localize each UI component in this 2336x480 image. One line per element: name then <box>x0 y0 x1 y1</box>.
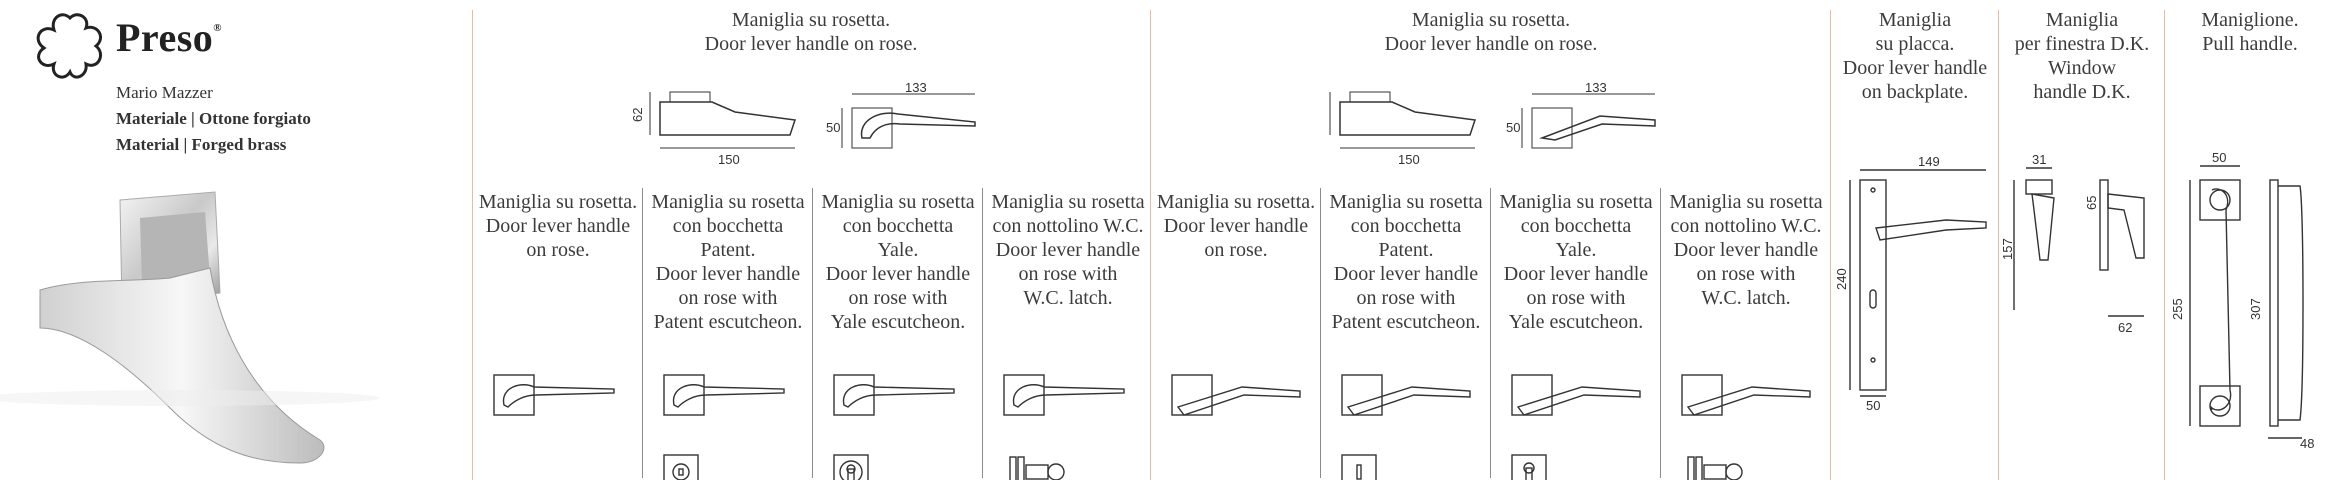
svg-text:50: 50 <box>826 120 841 135</box>
svg-text:240: 240 <box>1834 268 1849 290</box>
backplate-drawing <box>1834 150 1996 413</box>
svg-text:150: 150 <box>1398 152 1420 167</box>
variant-rose-2: Maniglia su rosetta. Door lever handle on rose. <box>1156 191 1316 261</box>
svg-text:31: 31 <box>2032 152 2047 167</box>
brand-name: Preso® <box>116 15 223 60</box>
group1-variant-drawings <box>474 360 1154 480</box>
svg-text:50: 50 <box>2212 150 2227 165</box>
svg-text:133: 133 <box>905 80 927 95</box>
group2-variant-drawings <box>1152 360 1832 480</box>
svg-text:255: 255 <box>2170 298 2185 320</box>
designer-name: Mario Mazzer <box>116 83 213 102</box>
svg-text:150: 150 <box>718 152 740 167</box>
group2-title: Maniglia su rosetta. Door lever handle on rose. <box>1384 9 1598 55</box>
variant-wc-2: Maniglia su rosetta con nottolino W.C. Door lever handle on rose with W.C. latch. <box>1669 191 1823 309</box>
pull-title: Maniglione. Pull handle. <box>2201 9 2299 55</box>
variant-yale-2: Maniglia su rosetta con bocchetta Yale. Door lever handle on rose with Yale escutcheon. <box>1499 191 1653 333</box>
pull-drawing <box>2172 150 2336 450</box>
svg-text:50: 50 <box>1866 398 1881 413</box>
svg-text:48: 48 <box>2300 436 2315 451</box>
svg-text:50: 50 <box>1506 120 1521 135</box>
window-drawing <box>2000 150 2164 340</box>
variant-rose-1: Maniglia su rosetta. Door lever handle on rose. <box>478 191 638 261</box>
group1-dimension-drawings <box>630 80 1010 170</box>
material-it: Materiale | Ottone forgiato <box>116 109 311 128</box>
svg-text:149: 149 <box>1918 154 1940 169</box>
variant-patent-2: Maniglia su rosetta con bocchetta Patent. Door lever handle on rose with Patent escutcheon. <box>1329 191 1483 333</box>
group2-dimension-drawings <box>1310 80 1690 170</box>
product-photo <box>20 178 440 478</box>
svg-text:157: 157 <box>2000 238 2015 260</box>
group1-title: Maniglia su rosetta. Door lever handle on rose. <box>704 9 918 55</box>
variant-patent-1: Maniglia su rosetta con bocchetta Patent. Door lever handle on rose with Patent escutcheon. <box>651 191 805 333</box>
svg-text:62: 62 <box>630 107 645 122</box>
variant-yale-1: Maniglia su rosetta con bocchetta Yale. Door lever handle on rose with Yale escutcheon. <box>821 191 975 333</box>
material-en: Material | Forged brass <box>116 135 287 154</box>
svg-text:62: 62 <box>2118 320 2133 335</box>
window-title: Maniglia per finestra D.K. Window handle D.K. <box>2014 9 2150 103</box>
preso-logo-icon <box>30 12 110 82</box>
backplate-title: Maniglia su placca. Door lever handle on backplate. <box>1842 9 1988 103</box>
svg-text:307: 307 <box>2248 298 2263 320</box>
svg-text:133: 133 <box>1585 80 1607 95</box>
variant-wc-1: Maniglia su rosetta con nottolino W.C. Door lever handle on rose with W.C. latch. <box>991 191 1145 309</box>
svg-text:65: 65 <box>2084 195 2099 210</box>
